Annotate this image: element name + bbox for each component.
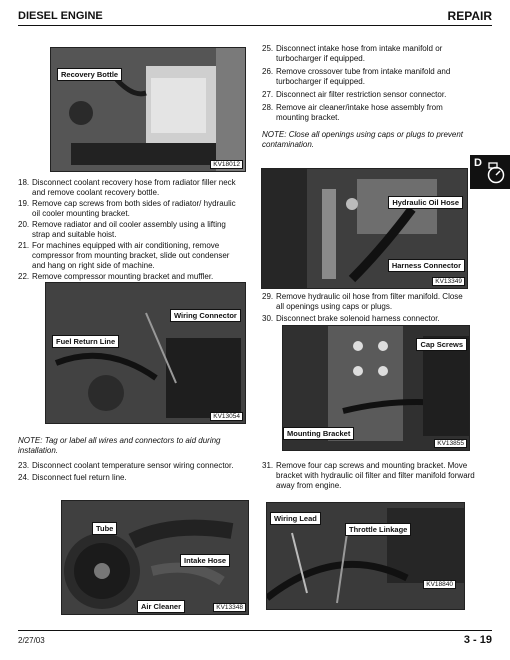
figure-throttle-linkage xyxy=(266,502,465,610)
note-contamination xyxy=(262,130,472,150)
label-hydraulic-oil-hose: Hydraulic Oil Hose xyxy=(388,196,463,209)
engine-gauge-icon xyxy=(486,162,506,184)
step-number: 31. xyxy=(262,461,274,470)
step-text: Disconnect brake solenoid harness connector. xyxy=(276,314,440,323)
label-tube: Tube xyxy=(92,522,117,535)
label-cap-screws: Cap Screws xyxy=(416,338,467,351)
label-intake-hose: Intake Hose xyxy=(180,554,230,567)
step-item xyxy=(262,292,472,312)
step-number: 18. xyxy=(18,178,30,187)
step-item xyxy=(262,103,470,123)
steps-18-22 xyxy=(18,178,243,282)
section-tab xyxy=(470,155,510,189)
label-harness-connector: Harness Connector xyxy=(388,259,465,272)
step-text: Remove crossover tube from intake manifold and turbocharger if equipped. xyxy=(276,67,451,86)
note-prefix: NOTE: xyxy=(18,436,43,445)
figure-code: KV18012 xyxy=(210,160,243,169)
note-text: Tag or label all wires and connectors to aid during installation. xyxy=(18,436,221,455)
header-chapter-title: REPAIR xyxy=(447,9,492,23)
step-item xyxy=(18,178,243,198)
step-text: Disconnect coolant recovery hose from radiator filler neck and remove coolant recovery bottle. xyxy=(32,178,236,197)
figure-code: KV13349 xyxy=(432,277,465,286)
step-item xyxy=(18,473,248,483)
step-item xyxy=(18,272,243,282)
figure-recovery-bottle xyxy=(50,47,246,172)
footer-date: 2/27/03 xyxy=(18,636,45,645)
step-number: 22. xyxy=(18,272,30,281)
note-text: Close all openings using caps or plugs to prevent contamination. xyxy=(262,130,464,149)
step-item xyxy=(18,461,248,471)
step-number: 23. xyxy=(18,461,30,470)
label-throttle-linkage: Throttle Linkage xyxy=(345,523,411,536)
step-number: 21. xyxy=(18,241,30,250)
figure-air-cleaner xyxy=(61,500,249,615)
figure-code: KV13054 xyxy=(210,412,243,421)
step-item xyxy=(262,67,470,87)
steps-31 xyxy=(262,461,477,491)
label-wiring-connector: Wiring Connector xyxy=(170,309,241,322)
note-tag-wires xyxy=(18,436,253,456)
step-number: 30. xyxy=(262,314,274,323)
label-mounting-bracket: Mounting Bracket xyxy=(283,427,354,440)
step-item xyxy=(262,90,470,100)
step-text: Remove cap screws from both sides of radiator/ hydraulic oil cooler mounting bracket. xyxy=(32,199,236,218)
step-item xyxy=(262,461,477,491)
header-rule xyxy=(18,25,492,26)
step-number: 19. xyxy=(18,199,30,208)
step-number: 20. xyxy=(18,220,30,229)
step-item xyxy=(18,220,243,240)
step-item xyxy=(18,241,243,271)
page-number: 3 - 19 xyxy=(463,634,492,646)
step-item xyxy=(262,44,470,64)
step-number: 29. xyxy=(262,292,274,301)
figure-code: KV13855 xyxy=(434,439,467,448)
label-wiring-lead: Wiring Lead xyxy=(270,512,321,525)
step-text: Disconnect intake hose from intake manifold or turbocharger if equipped. xyxy=(276,44,443,63)
step-number: 27. xyxy=(262,90,274,99)
step-text: Remove compressor mounting bracket and muffler. xyxy=(32,272,214,281)
step-text: Remove radiator and oil cooler assembly using a lifting strap and suitable hoist. xyxy=(32,220,226,239)
step-number: 25. xyxy=(262,44,274,53)
step-text: Disconnect fuel return line. xyxy=(32,473,127,482)
note-prefix: NOTE: xyxy=(262,130,287,139)
step-text: Disconnect air filter restriction sensor connector. xyxy=(276,90,447,99)
step-item xyxy=(18,199,243,219)
step-number: 28. xyxy=(262,103,274,112)
header-section-title: DIESEL ENGINE xyxy=(18,10,103,22)
figure-code: KV18840 xyxy=(423,580,456,589)
figure-hydraulic-oil-hose xyxy=(261,168,468,289)
label-fuel-return-line: Fuel Return Line xyxy=(52,335,119,348)
figure-cap-screws xyxy=(282,325,470,451)
steps-25-28 xyxy=(262,44,470,123)
step-text: For machines equipped with air conditioning, remove compressor from mounting bracket, slide out condenser and hang on right side of machine. xyxy=(32,241,230,270)
step-item xyxy=(262,314,472,324)
steps-23-24 xyxy=(18,461,248,483)
step-number: 24. xyxy=(18,473,30,482)
step-text: Remove air cleaner/intake hose assembly from mounting bracket. xyxy=(276,103,443,122)
section-tab-letter: D xyxy=(474,157,482,169)
steps-29-30 xyxy=(262,292,472,324)
figure-wiring-connector xyxy=(45,282,246,424)
step-text: Remove hydraulic oil hose from filter manifold. Close all openings using caps or plugs. xyxy=(276,292,463,311)
step-number: 26. xyxy=(262,67,274,76)
step-text: Remove four cap screws and mounting bracket. Move bracket with hydraulic oil filter and filter manifold forward away from engine. xyxy=(276,461,475,490)
label-air-cleaner: Air Cleaner xyxy=(137,600,185,613)
figure-code: KV13348 xyxy=(213,603,246,612)
step-text: Disconnect coolant temperature sensor wiring connector. xyxy=(32,461,234,470)
footer-rule xyxy=(18,630,492,631)
label-recovery-bottle: Recovery Bottle xyxy=(57,68,122,81)
